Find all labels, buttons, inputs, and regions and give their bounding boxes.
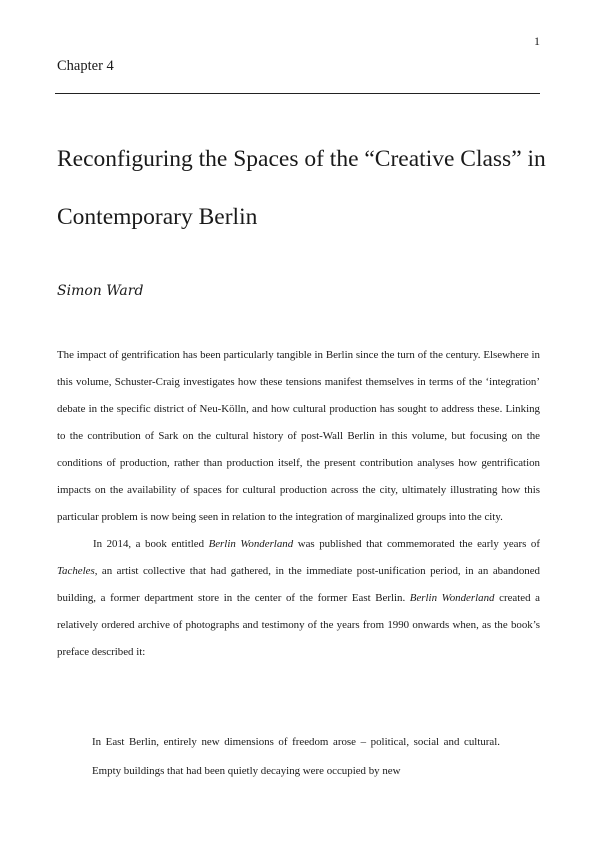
book-title: Berlin Wonderland [208, 538, 294, 550]
page-number: 1 [534, 34, 540, 48]
chapter-label: Chapter 4 [57, 58, 114, 74]
paragraph-2 [57, 531, 540, 666]
paragraph-2-part-1: In 2014, a book entitled [93, 538, 209, 550]
collective-name: Tacheles [57, 565, 95, 577]
paragraph-1: The impact of gentrification has been particularly tangible in Berlin since the turn of the century. Elsewhere in this volume, Schuster-Craig investigates how these tensions manifest themselves in terms of the ‘integration’ debate in the specific district of Neu-Kölln, and how cultural production has sought to address these. Linking to the contribution of Sark on the cultural history of post-Wall Berlin in this volume, but focusing on the conditions of production, rather than production itself, the present contribution analyses how gentrification impacts on the availability of spaces for cultural production across the city, ultimately illustrating how this particular problem is now being seen in relation to the integration of marginalized groups into the city. [57, 349, 540, 523]
paragraph-2-part-2: was published that commemorated the early years of [293, 538, 540, 550]
chapter-title: Reconfiguring the Spaces of the “Creative Class” in Contemporary Berlin [57, 146, 546, 230]
author-name: Simon Ward [57, 283, 144, 299]
paragraph-2-part-3: , an artist collective that had gathered, in the immediate post-unification period, in an abandoned building, a former department store in the center of the former East Berlin. [57, 565, 540, 604]
header-rule [55, 93, 540, 94]
block-quote: In East Berlin, entirely new dimensions of freedom arose – political, social and cultural. Empty buildings that had been quietly decaying were occupied by new [92, 736, 500, 777]
paragraph-2-part-4: created a relatively ordered archive of photographs and testimony of the years from 1990 onwards when, as the book’s preface described it: [57, 592, 540, 658]
body-text [57, 342, 540, 666]
book-title-2: Berlin Wonderland [409, 592, 495, 604]
